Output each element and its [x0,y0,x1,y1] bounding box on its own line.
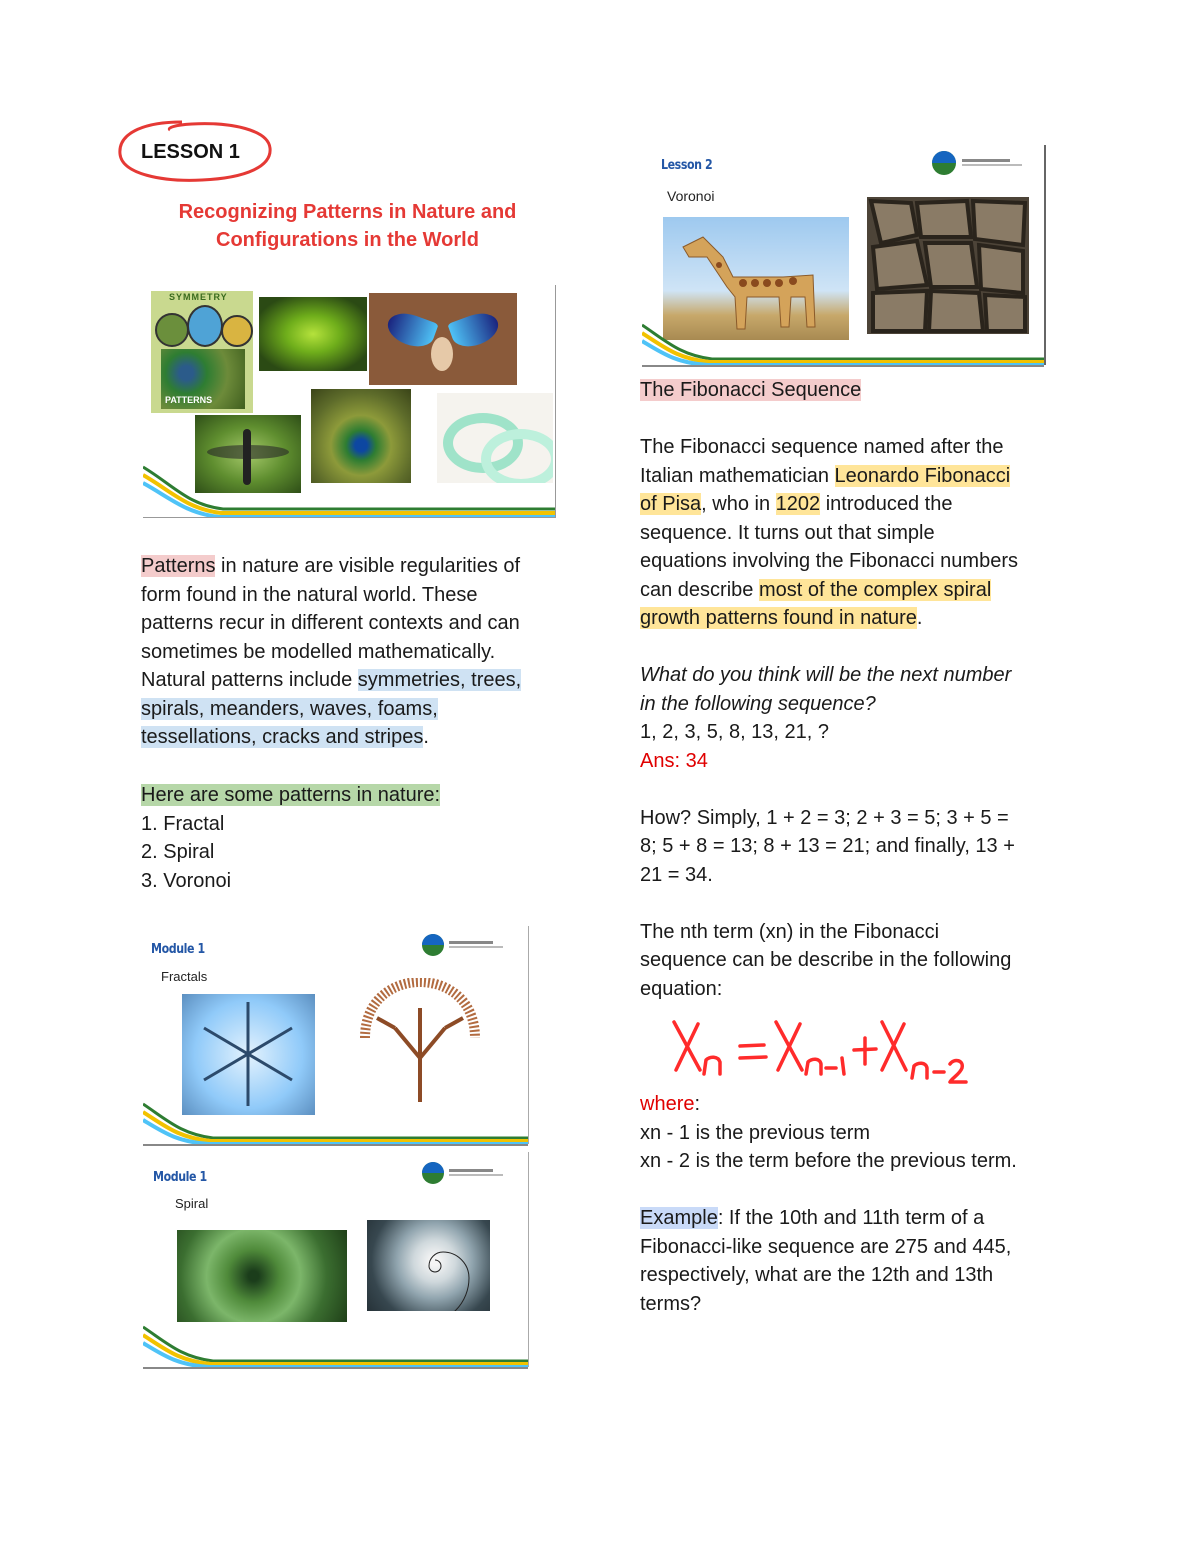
patterns-list-heading: Here are some patterns in nature: [141,784,441,806]
sequence-text: 1, 2, 3, 5, 8, 13, 21, ? [640,721,830,743]
patterns-list [141,781,571,895]
spiral-aloe-image [177,1230,347,1322]
patterns-collage-slide [143,285,556,518]
slide-divider [642,365,1044,367]
publisher-logo-icon [930,149,1040,177]
fibonacci-heading: The Fibonacci Sequence [640,379,862,401]
symmetry-poster-image [151,291,253,413]
slide-lesson-label: Lesson 2 [661,158,713,173]
publisher-logo-icon [419,932,519,958]
list-item: 3. Voronoi [141,869,232,892]
spiral-slide [143,1152,529,1367]
slide-swoosh-decoration [642,309,1044,365]
slide-swoosh-decoration [143,1088,528,1144]
slide-divider [143,1144,528,1146]
fibonacci-section: The Fibonacci Sequence The Fibonacci sequence named after the Italian mathematician Leonardo Fibonacci of Pisa, who in 1202 introduced the sequence. It turns out that simple equations involving the Fibonacci numbers can describe most of the complex spiral growth patterns found in nature. What do you think will be the next number in the following sequence? 1, 2, 3, 5, 8, 13, 21, ? Ans: 34 How? Simply, 1 + 2 = 3; 2 + 3 = 5; 3 + 5 = 8; 5 + 8 = 13; 8 + 13 = 21; and finally, 13 + 21 = 34. The nth term (xn) in the Fibonacci sequence can be describe in the following equation: [640,376,1070,1003]
list-item: 1. Fractal [141,812,225,835]
slide-divider [143,1367,528,1369]
patterns-label: PATTERNS [165,395,213,405]
hurricane-spiral-image [367,1220,490,1311]
slide-module-label: Module 1 [153,1170,207,1185]
lesson-title [140,198,555,254]
fibonacci-formula-handwritten [668,1012,978,1088]
where-label: where [640,1093,695,1115]
fibonacci-name-highlight: Leonardo Fibonacci [834,464,1011,487]
formula-explanation: where: xn - 1 is the previous term xn - 2 is the term before the previous term. Example: If the 10th and 11th term of a Fibonacci-like sequence are 275 and 445, respectively, what are the 12th and 13th terms? [640,1090,1080,1318]
fractal-tree-image [355,978,485,1102]
blue-bird-image [369,293,517,385]
nth-term-text: The nth term (xn) in the Fibonacci [640,920,940,943]
green-insect-image [259,297,367,371]
year-highlight: 1202 [775,493,821,515]
patterns-term: Patterns [141,555,216,577]
list-item: 2. Spiral [141,841,215,863]
answer-text: Ans: 34 [640,749,708,772]
lesson-title-line2: Configurations in the World [216,229,479,251]
slide-swoosh-decoration [143,447,555,517]
prev-prev-term-text: xn - 2 is the term before the previous term. [640,1150,1017,1172]
publisher-logo-icon [419,1160,519,1186]
slide-topic-label: Voronoi [667,188,715,204]
slide-topic-label: Spiral [175,1196,209,1211]
slide-swoosh-decoration [143,1311,528,1367]
fractals-slide [143,926,529,1144]
lesson-title-line1: Recognizing Patterns in Nature and [178,201,517,223]
prev-term-text: xn - 1 is the previous term [640,1121,871,1144]
pattern-types-highlight: symmetries, trees, [357,669,522,691]
voronoi-slide [642,145,1046,365]
lesson-label: LESSON 1 [141,141,240,163]
slide-topic-label: Fractals [161,969,208,984]
question-text: What do you think will be the next number [640,664,1012,686]
how-explanation: How? Simply, 1 + 2 = 3; 2 + 3 = 5; 3 + 5 = [640,806,1009,829]
example-label: Example [640,1207,718,1229]
spiral-growth-highlight: most of the complex spiral [758,578,992,601]
slide-module-label: Module 1 [151,942,205,957]
symmetry-label: SYMMETRY [169,292,228,302]
patterns-paragraph: Patterns in nature are visible regularities of form found in the natural world. These patterns recur in different contexts and can sometimes be modelled mathematically. Natural patterns include symmetries, trees, spirals, meanders, waves, foams, tessellations, cracks and stripes. [141,555,522,748]
